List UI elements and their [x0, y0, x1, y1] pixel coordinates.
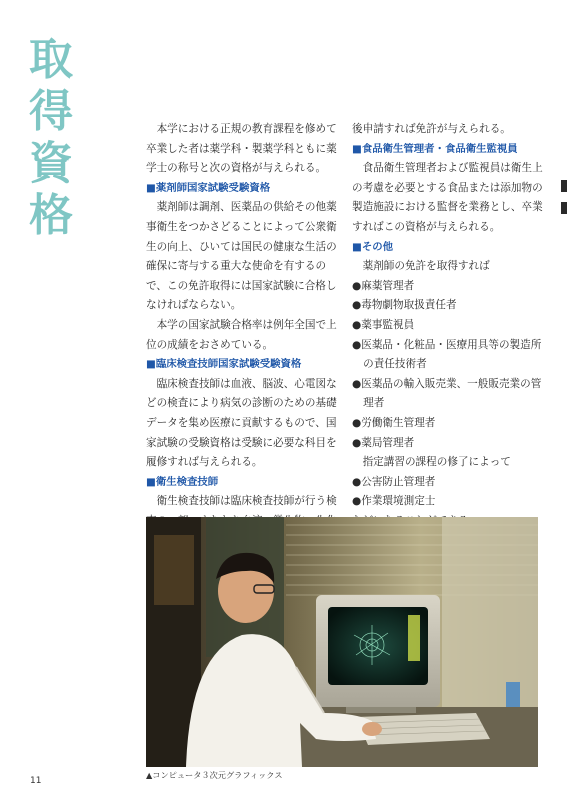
list-item: ●医薬品・化粧品・医療用具等の製造所の責任技術者 — [352, 338, 542, 371]
photo-illustration — [146, 517, 538, 767]
list-item: ●医薬品の輸入販売業、一般販売業の管理者 — [352, 377, 542, 410]
section-heading: ■食品衛生管理者・食品衛生監視員 — [352, 142, 518, 155]
edge-mark — [561, 180, 567, 192]
paragraph: 薬剤師の免許を取得すれば — [362, 260, 490, 273]
page-number: 11 — [30, 776, 42, 786]
section-heading: ■薬剤師国家試験受験資格 — [146, 181, 271, 194]
page-edge-marks — [561, 180, 567, 220]
photo-caption: ▲コンピュータ３次元グラフィックス — [146, 770, 283, 780]
list-item: ●労働衛生管理者 — [352, 416, 436, 429]
title-char: 得 — [29, 86, 73, 137]
paragraph: 薬剤師は調剤、医薬品の供給その他薬事衛生をつかさどることによって公衆衛生の向上、ひいては国民の健康な生活の確保に寄与する重大な使命を有するので、この免許取得には国家試験に合格しなければならない。 — [146, 201, 337, 312]
text-column-left — [146, 120, 346, 551]
paragraph: 衛生検査技師は臨床検査技師が行う検 — [156, 495, 337, 508]
list-item: ●公害防止管理者 — [352, 475, 436, 488]
paragraph: 臨床検査技師は血液、脳波、心電図などの検査により病気の診断のための基礎データを集め医療に貢献するもので、国家試験の受験資格は受験に必要な科目を履修すれば与えられる。 — [146, 377, 337, 469]
title-char: 取 — [29, 34, 73, 85]
section-heading: ■臨床検査技師国家試験受験資格 — [146, 358, 302, 371]
section-heading: ■その他 — [352, 240, 393, 253]
section-heading: ■衛生検査技師 — [146, 475, 219, 488]
computer-graphics-photo — [146, 517, 538, 767]
paragraph: 指定講習の課程の修了によって — [362, 456, 511, 469]
title-char: 格 — [29, 190, 73, 241]
list-item: ●薬事監視員 — [352, 318, 415, 331]
edge-mark — [561, 202, 567, 214]
list-item: ●毒物劇物取扱責任者 — [352, 299, 457, 312]
list-item: ●薬局管理者 — [352, 436, 415, 449]
intro-paragraph: 本学における正規の教育課程を修めて卒業した者は薬学科・製薬学科ともに薬学士の称号と次の資格が与えられる。 — [146, 123, 337, 175]
page-title — [26, 34, 76, 242]
text-column-right — [352, 120, 548, 531]
paragraph-continued: 後申請すれば免許が与えられる。 — [352, 123, 511, 135]
list-item: ●作業環境測定士 — [352, 495, 436, 508]
paragraph: 食品衛生管理者および監視員は衛生上の考慮を必要とする食品または添加物の製造施設における監督を業務とし、卒業すればこの資格が与えられる。 — [352, 162, 543, 233]
list-item: ●麻薬管理者 — [352, 279, 415, 292]
paragraph: 本学の国家試験合格率は例年全国で上位の成績をおさめている。 — [146, 318, 337, 351]
title-char: 資 — [29, 138, 73, 189]
